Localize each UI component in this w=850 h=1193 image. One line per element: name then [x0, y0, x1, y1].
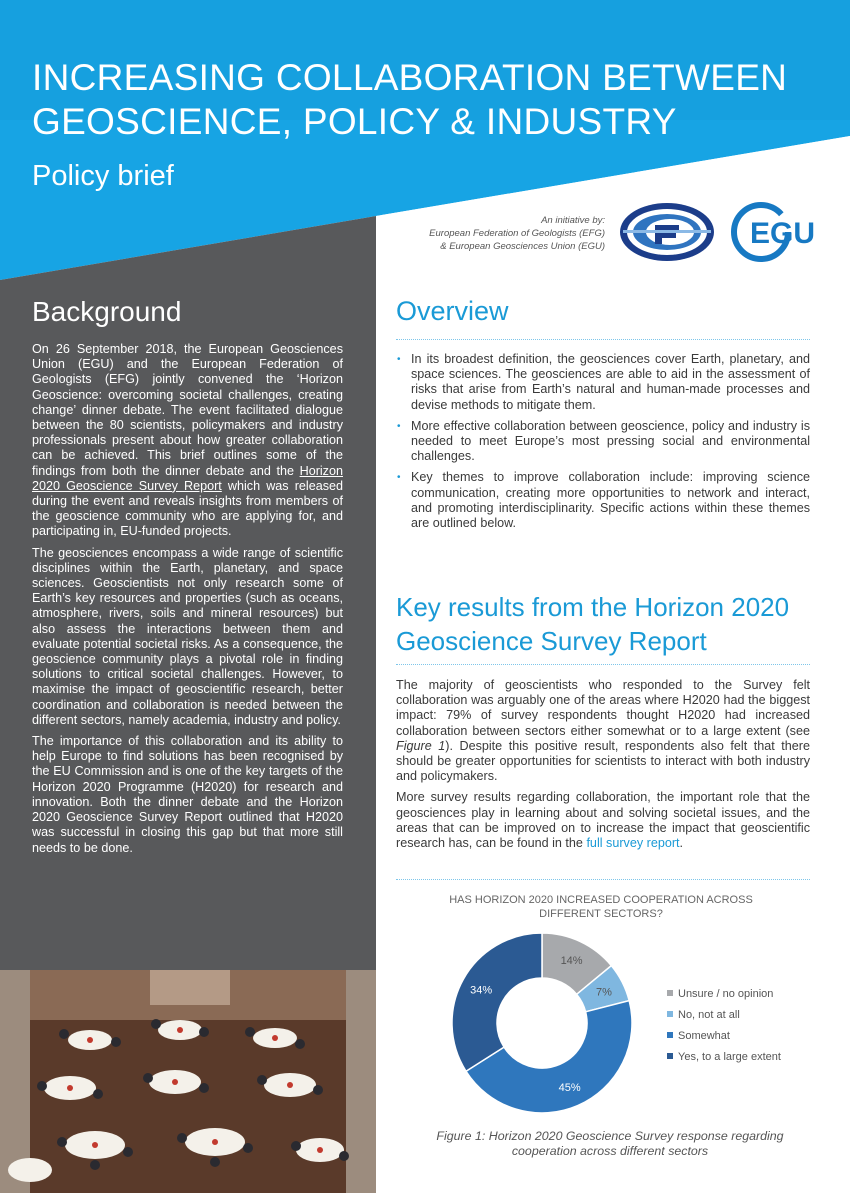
overview-bullet-2: • More effective collaboration between geoscience, policy and industry is needed to meet Europe’s most pressing social and environmental challenges. — [396, 419, 810, 465]
key-results-heading-line-2: Geoscience Survey Report — [396, 626, 707, 656]
title-line-2: GEOSCIENCE, POLICY & INDUSTRY — [32, 101, 677, 142]
page-title — [32, 56, 832, 144]
background-text — [32, 342, 343, 862]
chart-divider — [396, 879, 810, 880]
key-results-heading-line-1: Key results from the Horizon 2020 — [396, 592, 790, 622]
legend-swatch-3 — [667, 1032, 673, 1038]
cooperation-donut-chart — [440, 920, 800, 1125]
background-heading: Background — [32, 296, 182, 327]
legend-label-1: Unsure / no opinion — [678, 988, 774, 1000]
key-results-p2-text: More survey results regarding collaboration, the important role that the geosciences play in learning about and solving societal issues, and the areas that can be improved on to increase the impact that geoscientific research has, can be found in the — [396, 790, 810, 851]
background-p1-text: On 26 September 2018, the European Geosciences Union (EGU) and the European Federation of Geologists (EFG) jointly convened the ‘Horizon Geoscience: overcoming societal challenges, creating change’ dinner debate. The event facilitated dialogue between the 80 scientists, policymakers and industry professionals present about how greater collaboration can be achieved. This brief outlines some of the findings from both the dinner debate and the — [32, 342, 343, 478]
caption-line-1: Figure 1: Horizon 2020 Geoscience Survey response regarding — [436, 1129, 784, 1143]
title-line-1: INCREASING COLLABORATION BETWEEN — [32, 57, 788, 98]
pie-slice-4 — [452, 933, 542, 1071]
egu-logo-text: EGU — [750, 217, 816, 250]
legend-swatch-2 — [667, 1011, 673, 1017]
overview-bullet-3: • Key themes to improve collaboration include: improving science communication, creating more opportunities to network and interact, and promoting interdisciplinarity. Specific actions within these themes are outlined below. — [396, 470, 810, 531]
key-results-p2-text-end: . — [679, 836, 684, 851]
overview-divider — [396, 339, 810, 340]
key-results-p1-text-end: ). Despite this positive result, respondents also felt that there should be greater opportunities for scientists to interact with both industry and policymakers. — [396, 738, 811, 784]
slice-label-3: 45% — [558, 1081, 581, 1094]
background-paragraph-1 — [32, 342, 343, 540]
key-results-heading — [396, 590, 826, 658]
egu-logo-icon — [734, 205, 815, 259]
dinner-debate-photo — [0, 970, 376, 1193]
efg-logo-icon — [620, 203, 714, 261]
full-survey-report-link[interactable]: full survey report — [586, 836, 680, 851]
initiative-line-3: & European Geosciences Union (EGU) — [440, 241, 605, 252]
figure-reference: Figure 1 — [396, 738, 446, 753]
background-paragraph-3: The importance of this collaboration and its ability to help Europe to find solutions has been recognised by the EU Commission and is one of the key targets of the Horizon 2020 Programme (H2020) for research and innovation. Both the dinner debate and the Horizon 2020 Geoscience Survey Report outlined that H2020 was successful in closing this gap but that more still needs to be done. — [32, 734, 343, 855]
legend-label-2: No, not at all — [678, 1009, 740, 1021]
initiative-line-1: An initiative by: — [541, 215, 605, 226]
legend-label-3: Somewhat — [678, 1030, 730, 1042]
overview-list — [396, 352, 810, 537]
slice-label-1: 14% — [560, 955, 583, 968]
figure-caption — [400, 1129, 820, 1159]
slice-label-4: 34% — [470, 984, 493, 997]
key-results-paragraph-1 — [396, 678, 810, 784]
key-results-paragraph-2 — [396, 790, 810, 851]
background-paragraph-2: The geosciences encompass a wide range of scientific disciplines within the Earth, planetary, and space sciences. Geoscientists not only research some of Earth’s key resources and properties (such as oceans, atmosphere, rivers, soils and mineral resources) but also assess the interactions between them and evaluate potential societal risks. As a consequence, the geoscience community plays a pivotal role in finding solutions to critical societal challenges. However, to maximise the impact of geoscientific research, better coordination and collaboration is needed between the different sectors, namely academia, industry and policy. — [32, 545, 343, 727]
partner-logos — [615, 197, 830, 267]
key-results-text — [396, 678, 810, 857]
legend-swatch-1 — [667, 990, 673, 996]
survey-report-link[interactable]: Horizon 2020 Geoscience Survey Report — [32, 463, 343, 493]
key-results-divider — [396, 664, 810, 665]
initiative-credit — [395, 214, 605, 253]
legend-swatch-4 — [667, 1053, 673, 1059]
chart-title: HAS HORIZON 2020 INCREASED COOPERATION ACROSS DIFFERENT SECTORS? — [449, 894, 753, 920]
overview-bullet-1: • In its broadest definition, the geosciences cover Earth, planetary, and space sciences. The geosciences are able to aid in the assessment of risks that arise from Earth’s natural and human-made processes and devise methods to mitigate them. — [396, 352, 810, 413]
legend-label-4: Yes, to a large extent — [678, 1051, 781, 1063]
key-results-p1-text: The majority of geoscientists who responded to the Survey felt collaboration was arguably one of the areas where H2020 had the biggest impact: 79% of survey respondents thought H2020 had increased collaboration between sectors either somewhat or to a large extent (see — [396, 678, 810, 738]
overview-heading: Overview — [396, 296, 509, 326]
initiative-line-2: European Federation of Geologists (EFG) — [429, 228, 605, 239]
background-p1-text-end: which was released during the event and reveals insights from members of the geoscience community who are applying for, and participating in, EU-funded projects. — [32, 478, 344, 539]
caption-line-2: cooperation across different sectors — [511, 1144, 709, 1158]
page-subtitle: Policy brief — [32, 160, 174, 192]
slice-label-2: 7% — [595, 986, 612, 999]
